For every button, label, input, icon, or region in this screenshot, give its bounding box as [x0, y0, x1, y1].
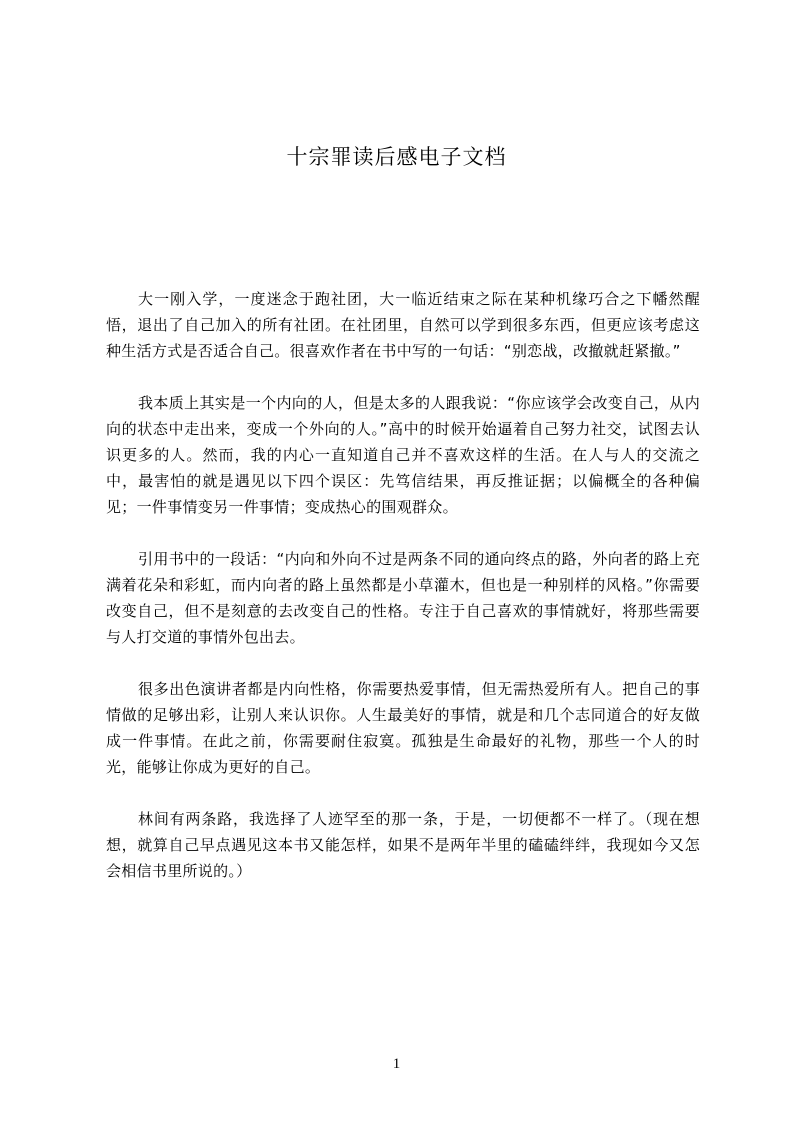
paragraph-2: 我本质上其实是一个内向的人，但是太多的人跟我说：“你应该学会改变自己，从内向的状态中走出来，变成一个外向的人。”高中的时候开始逼着自己努力社交，试图去认识更多的人。然而，我的内心一直知道自己并不喜欢这样的生活。在人与人的交流之中，最害怕的就是遇见以下四个误区：先笃信结果，再反推证据；以偏概全的各种偏见；一件事情变另一件事情；变成热心的围观群众。 — [106, 394, 700, 516]
paragraph-4: 很多出色演讲者都是内向性格，你需要热爱事情，但无需热爱所有人。把自己的事情做的足够出彩，让别人来认识你。人生最美好的事情，就是和几个志同道合的好友做成一件事情。在此之前，你需要耐住寂寞。孤独是生命最好的礼物，那些一个人的时光，能够让你成为更好的自己。 — [106, 680, 700, 776]
paragraph-1: 大一刚入学，一度迷念于跑社团，大一临近结束之际在某种机缘巧合之下幡然醒悟，退出了自己加入的所有社团。在社团里，自然可以学到很多东西，但更应该考虑这种生活方式是否适合自己。很喜欢作者在书中写的一句话：“别恋战，改撤就赶紧撤。” — [106, 290, 700, 360]
paragraph-3: 引用书中的一段话：“内向和外向不过是两条不同的通向终点的路，外向者的路上充满着花朵和彩虹，而内向者的路上虽然都是小草灌木，但也是一种别样的风格。”你需要改变自己，但不是刻意的去改变自己的性格。专注于自己喜欢的事情就好，将那些需要与人打交道的事情外包出去。 — [106, 550, 700, 646]
page-number: 1 — [392, 1056, 401, 1072]
paragraph-5: 林间有两条路，我选择了人迹罕至的那一条，于是，一切便都不一样了。（现在想想，就算自己早点遇见这本书又能怎样，如果不是两年半里的磕磕绊绊，我现如今又怎会相信书里所说的。） — [106, 810, 700, 880]
document-title: 十宗罪读后感电子文档 — [286, 145, 507, 169]
document-body — [106, 286, 700, 910]
